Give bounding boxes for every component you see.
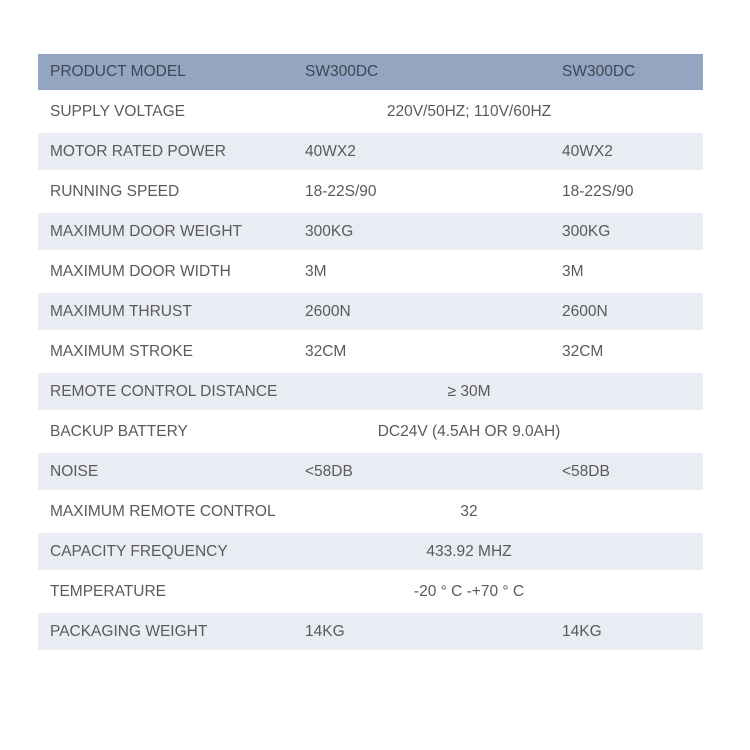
table-row (38, 330, 703, 373)
row-value-model-1: 14KG (305, 622, 345, 640)
table-row (38, 570, 703, 613)
row-merged-value: ≥ 30M (447, 382, 491, 400)
row-value-model-2: 14KG (562, 622, 602, 640)
row-label: MAXIMUM REMOTE CONTROL (50, 502, 276, 520)
table-row (38, 490, 703, 533)
row-label: MAXIMUM DOOR WEIGHT (50, 222, 243, 240)
table-row (38, 293, 703, 330)
table-row (38, 213, 703, 250)
row-label: MAXIMUM THRUST (50, 302, 192, 320)
row-label: MOTOR RATED POWER (50, 142, 226, 160)
row-value-model-1: 32CM (305, 342, 347, 360)
row-merged-value: -20 ° C -+70 ° C (413, 582, 525, 600)
table-row (38, 250, 703, 293)
row-merged-value: DC24V (4.5AH OR 9.0AH) (377, 422, 561, 440)
row-value-model-1: <58DB (305, 462, 353, 480)
table-row (38, 170, 703, 213)
row-value-model-2: <58DB (562, 462, 610, 480)
row-value-model-1: 3M (305, 262, 327, 280)
row-value-model-2: 2600N (562, 302, 608, 320)
row-value-model-1: 300KG (305, 222, 354, 240)
header-model-1: SW300DC (305, 63, 379, 80)
row-label: PACKAGING WEIGHT (50, 622, 208, 640)
table-header (38, 54, 703, 90)
header-model-2: SW300DC (562, 63, 636, 80)
row-label: BACKUP BATTERY (50, 422, 188, 440)
row-value-model-2: 40WX2 (562, 142, 613, 160)
row-value-model-1: 2600N (305, 302, 351, 320)
row-label: TEMPERATURE (50, 582, 166, 600)
table-row (38, 410, 703, 453)
row-value-model-1: 18-22S/90 (305, 182, 377, 200)
row-label: MAXIMUM DOOR WIDTH (50, 262, 231, 280)
table-row (38, 90, 703, 133)
table-row (38, 613, 703, 650)
row-merged-value: 220V/50HZ; 110V/60HZ (386, 102, 552, 120)
row-value-model-2: 3M (562, 262, 584, 280)
header-label: PRODUCT MODEL (50, 63, 186, 80)
table-row (38, 133, 703, 170)
row-label: REMOTE CONTROL DISTANCE (50, 382, 278, 400)
table-row (38, 373, 703, 410)
row-label: RUNNING SPEED (50, 182, 180, 200)
table-row (38, 453, 703, 490)
row-label: CAPACITY FREQUENCY (50, 542, 228, 560)
table-row (38, 533, 703, 570)
row-value-model-1: 40WX2 (305, 142, 356, 160)
row-value-model-2: 18-22S/90 (562, 182, 634, 200)
spec-table (38, 54, 703, 653)
row-value-model-2: 32CM (562, 342, 604, 360)
row-merged-value: 32 (460, 502, 478, 520)
row-merged-value: 433.92 MHZ (426, 542, 512, 560)
row-label: SUPPLY VOLTAGE (50, 102, 185, 120)
row-label: NOISE (50, 462, 99, 480)
row-label: MAXIMUM STROKE (50, 342, 193, 360)
row-value-model-2: 300KG (562, 222, 611, 240)
